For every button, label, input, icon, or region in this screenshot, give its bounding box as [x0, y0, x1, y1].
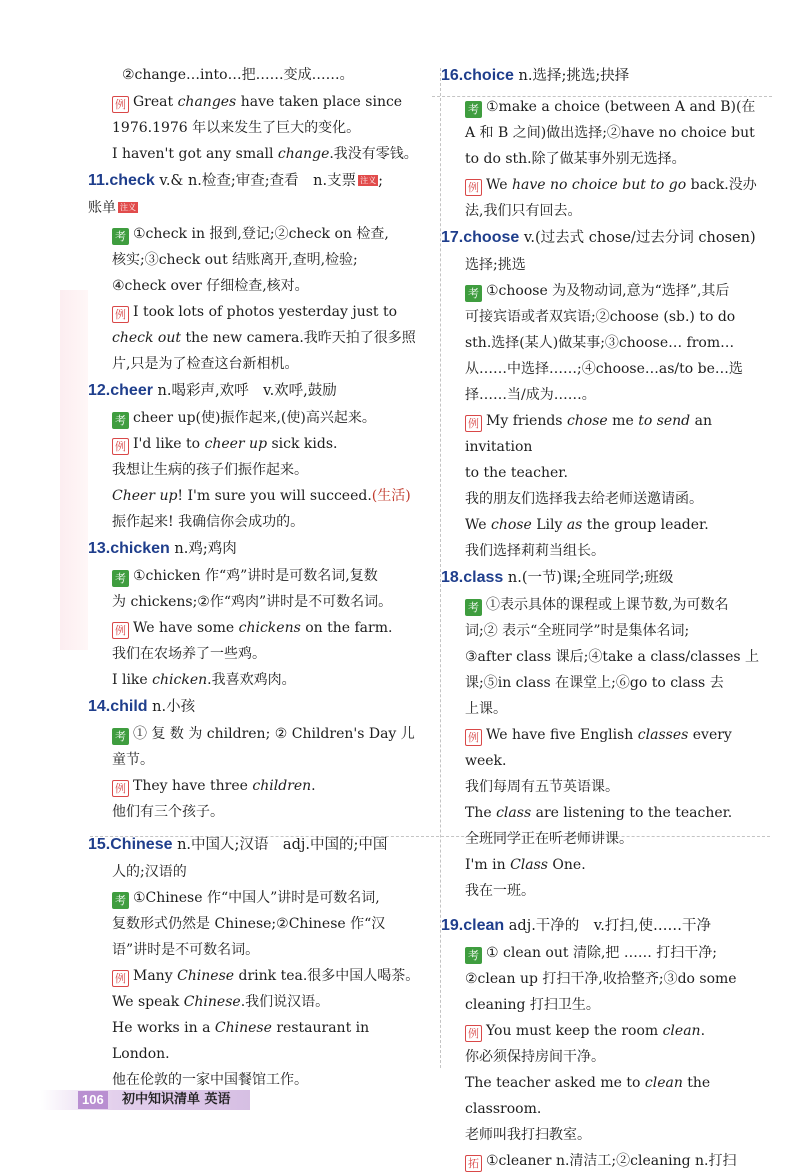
entry-heading-cont: 选择;挑选	[465, 257, 526, 273]
example-line: He works in a Chinese restaurant in London.	[112, 1020, 370, 1062]
example-tag-icon: 例	[112, 438, 129, 455]
exam-tag-icon: 考	[112, 892, 129, 909]
example-translation: 我在一班。	[465, 883, 535, 899]
page-footer	[40, 1088, 800, 1112]
usage-note: 考 ① 复 数 为 children; ② Children's Day 儿	[112, 721, 422, 747]
exam-tag-icon: 考	[112, 728, 129, 745]
example-line: 例 We have some chickens on the farm.	[112, 615, 422, 641]
example-line: 例 We have no choice but to go back.没办	[465, 172, 773, 198]
exam-tag-icon: 考	[465, 599, 482, 616]
example-tag-icon: 例	[112, 780, 129, 797]
example-tag-icon: 例	[112, 96, 129, 113]
entry-heading: 18.class n.(一节)课;全班同学;班级	[441, 569, 674, 586]
example-translation: 法,我们只有回去。	[465, 203, 582, 219]
example-translation: 他在伦敦的一家中国餐馆工作。	[112, 1072, 308, 1088]
usage-note-cont: 从……中选择……;④choose…as/to be…选	[465, 361, 743, 377]
exam-tag-icon: 考	[112, 412, 129, 429]
example-line: 例 I took lots of photos yesterday just to	[112, 299, 422, 325]
example-translation: 老师叫我打扫教室。	[465, 1127, 591, 1143]
usage-note: 考 cheer up(使)振作起来,(使)高兴起来。	[112, 405, 422, 431]
example-translation: 我们在农场养了一些鸡。	[112, 646, 266, 662]
example-translation: 他们有三个孩子。	[112, 804, 224, 820]
example-line: The teacher asked me to clean the classroom.	[465, 1075, 711, 1117]
entry-cheer	[88, 377, 422, 535]
usage-note-cont: 可接宾语或者双宾语;②choose (sb.) to do	[465, 309, 736, 325]
example-line: Cheer up! I'm sure you will succeed.(生活)	[112, 488, 411, 504]
right-column	[441, 62, 773, 1174]
entry-heading: 12.cheer n.喝彩声,欢呼 v.欢呼,鼓励	[88, 382, 337, 399]
example-line: 例 My friends chose me to send an invitation	[465, 413, 712, 455]
exam-tag-icon: 考	[465, 947, 482, 964]
example-line: 例 Many Chinese drink tea.很多中国人喝茶。	[112, 963, 422, 989]
example-translation: 我想让生病的孩子们振作起来。	[112, 462, 308, 478]
usage-badge: 注义	[360, 176, 377, 185]
page-edge-shading	[60, 290, 88, 650]
book-title: 初中知识清单 英语	[122, 1092, 231, 1107]
example-tag-icon: 例	[465, 1025, 482, 1042]
left-column	[88, 62, 422, 1093]
extension-note: 拓 ①cleaner n.清洁工;②cleaning n.打扫	[465, 1148, 773, 1174]
usage-note-cont: 复数形式仍然是 Chinese;②Chinese 作“汉	[112, 916, 386, 932]
example-tag-icon: 例	[465, 729, 482, 746]
usage-note-cont: 核实;③check out 结账离开,查明,检验;	[112, 252, 358, 268]
usage-note-cont: cleaning 打扫卫生。	[465, 997, 600, 1013]
example-line: The class are listening to the teacher.	[465, 805, 733, 821]
usage-note-cont: to do sth.除了做某事外别无选择。	[465, 151, 686, 167]
example-line: I like chicken.我喜欢鸡肉。	[112, 672, 296, 688]
usage-note: 考 ①chicken 作“鸡”讲时是可数名词,复数	[112, 563, 422, 589]
usage-note-cont: 择……当/成为……。	[465, 387, 596, 403]
usage-note-cont: ④check over 仔细检查,核对。	[112, 278, 309, 294]
example-translation: 我们选择莉莉当组长。	[465, 543, 605, 559]
entry-choose	[441, 224, 773, 564]
example-translation: 振作起来! 我确信你会成功的。	[112, 514, 305, 530]
usage-note-cont: 词;② 表示“全班同学”时是集体名词;	[465, 623, 690, 639]
example-translation: 我们每周有五节英语课。	[465, 779, 619, 795]
entry-heading: 17.choose v.(过去式 chose/过去分词 chosen)	[441, 229, 756, 246]
example-line: 例 We have five English classes every week.	[465, 727, 732, 769]
change-example-1-trans: 1976.1976 年以来发生了巨大的变化。	[112, 120, 361, 136]
usage-note-cont: ②clean up 打扫干净,收拾整齐;③do some	[465, 971, 737, 987]
exam-tag-icon: 考	[112, 570, 129, 587]
change-example-1: 例 Great changes have taken place since	[112, 89, 422, 115]
exam-tag-icon: 考	[112, 228, 129, 245]
usage-note-cont: 童节。	[112, 752, 154, 768]
example-line: We chose Lily as the group leader.	[465, 517, 709, 533]
entry-heading: 19.clean adj.干净的 v.打扫,使……干净	[441, 917, 711, 934]
usage-note: 考 ①make a choice (between A and B)(在	[465, 94, 773, 120]
example-line: 例 I'd like to cheer up sick kids.	[112, 431, 422, 457]
example-tag-icon: 例	[465, 179, 482, 196]
life-label: (生活)	[371, 488, 411, 504]
usage-badge: 注义	[120, 203, 136, 212]
entry-heading-cont: 人的;汉语的	[112, 864, 187, 880]
usage-note: 考 ①check in 报到,登记;②check on 检查,	[112, 221, 422, 247]
entry-class	[441, 564, 773, 904]
example-line-cont: to the teacher.	[465, 465, 568, 481]
page-number: 106	[78, 1091, 108, 1109]
usage-note: 考 ① clean out 清除,把 …… 打扫干净;	[465, 940, 773, 966]
entry-heading: 11.check v.& n.检查;审查;查看 n.支票 注义 ;	[88, 172, 383, 189]
entry-heading: 15.Chinese n.中国人;汉语 adj.中国的;中国	[88, 836, 388, 853]
example-translation: 全班同学正在听老师讲课。	[465, 831, 633, 847]
usage-note: 考 ①表示具体的课程或上课节数,为可数名	[465, 592, 773, 618]
exam-tag-icon: 考	[465, 285, 482, 302]
example-line: 例 You must keep the room clean.	[465, 1018, 773, 1044]
usage-note-cont: 语”讲时是不可数名词。	[112, 942, 260, 958]
example-translation: 你必须保持房间干净。	[465, 1049, 605, 1065]
example-tag-icon: 例	[112, 306, 129, 323]
example-tag-icon: 例	[112, 622, 129, 639]
usage-note-cont: A 和 B 之间)做出选择;②have no choice but	[465, 125, 755, 141]
entry-clean	[441, 912, 773, 1174]
example-tag-icon: 例	[465, 415, 482, 432]
usage-note-cont: ③after class 课后;④take a class/classes 上	[465, 649, 760, 665]
example-translation: 我的朋友们选择我去给老师送邀请函。	[465, 491, 703, 507]
change-note-line: ②change…into…把……变成……。	[122, 67, 354, 83]
example-tag-icon: 例	[112, 970, 129, 987]
entry-chinese	[88, 831, 422, 1093]
example-line: We speak Chinese.我们说汉语。	[112, 994, 330, 1010]
change-example-2: I haven't got any small change.我没有零钱。	[112, 146, 418, 162]
example-line-cont: 片,只是为了检查这台新相机。	[112, 356, 299, 372]
usage-note: 考 ①Chinese 作“中国人”讲时是可数名词,	[112, 885, 422, 911]
example-line: 例 They have three children.	[112, 773, 422, 799]
entry-check	[88, 167, 422, 377]
exam-tag-icon: 考	[465, 101, 482, 118]
entry-heading: 16.choice n.选择;挑选;抉择	[441, 67, 630, 84]
example-line: I'm in Class One.	[465, 857, 586, 873]
entry-heading: 14.child n.小孩	[88, 698, 196, 715]
entry-choice	[441, 62, 773, 224]
example-line-cont: check out the new camera.我昨天拍了很多照	[112, 330, 416, 346]
entry-heading: 13.chicken n.鸡;鸡肉	[88, 540, 237, 557]
entry-child	[88, 693, 422, 825]
entry-chicken	[88, 535, 422, 693]
extension-tag-icon: 拓	[465, 1155, 482, 1172]
usage-note: 考 ①choose 为及物动词,意为“选择”,其后	[465, 278, 773, 304]
usage-note-cont: 课;⑤in class 在课堂上;⑥go to class 去	[465, 675, 724, 691]
usage-note-cont: sth.选择(某人)做某事;③choose… from…	[465, 335, 735, 351]
entry-heading-cont: 账单 注义	[88, 200, 136, 216]
usage-note-cont: 上课。	[465, 701, 507, 717]
usage-note-cont: 为 chickens;②作“鸡肉”讲时是不可数名词。	[112, 594, 393, 610]
